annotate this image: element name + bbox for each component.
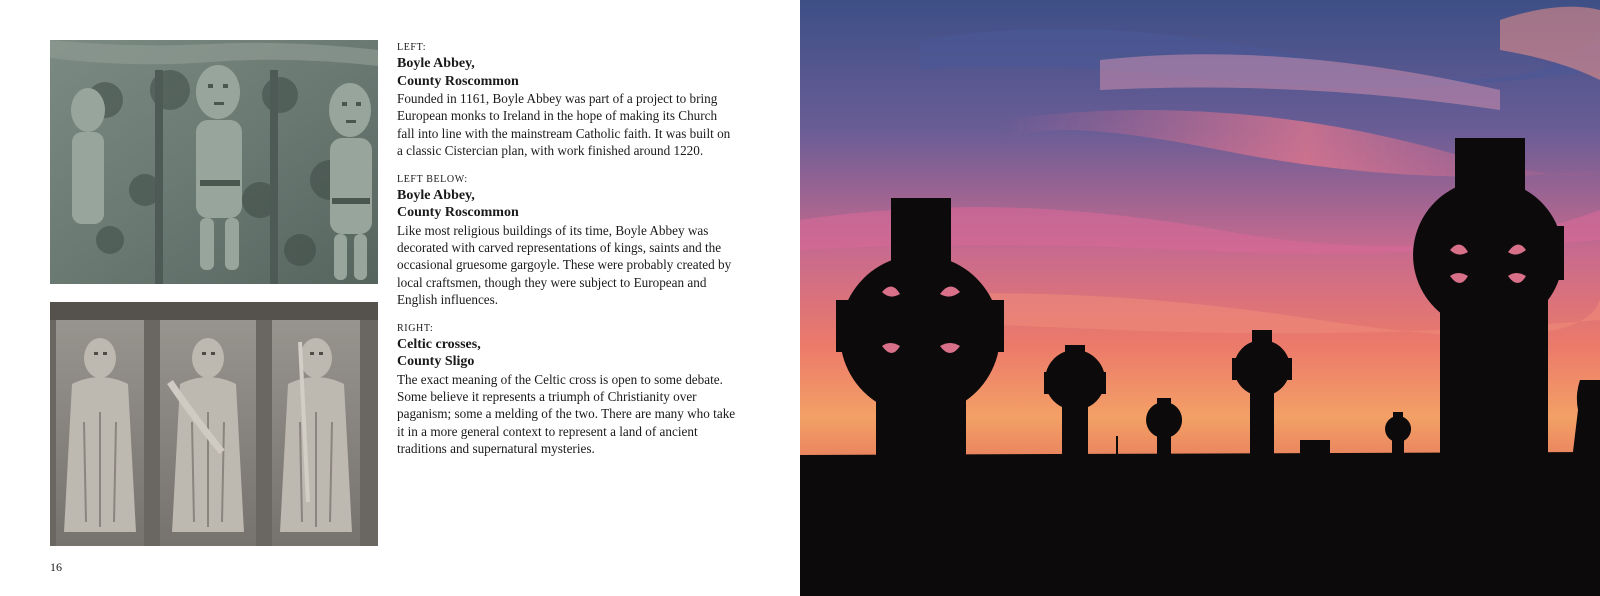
- boyle-abbey-saints-carving-photo: [50, 302, 378, 546]
- caption-left: [397, 41, 737, 160]
- caption-location: County Sligo: [397, 354, 475, 370]
- caption-position-label: RIGHT:: [397, 322, 434, 334]
- caption-right: [397, 322, 737, 458]
- caption-left-below: [397, 173, 737, 309]
- caption-body: The exact meaning of the Celtic cross is open to some debate. Some believe it represents a triumph of Christianity over paganism; some a melding of the two. There are many who take it in a more general context to represent a land of ancient traditions and supernatural mysteries.: [397, 371, 736, 457]
- caption-position-label: LEFT:: [397, 42, 427, 53]
- caption-body: Founded in 1161, Boyle Abbey was part of a project to bring European monks to Ireland in the hope of making its Church fall into line with the mainstream Catholic faith. It was built on a classic Cistercian plan, with work finished around 1220.: [397, 91, 731, 159]
- caption-body: Like most religious buildings of its time, Boyle Abbey was decorated with carved representations of kings, saints and the occasional gruesome gargoyle. These were probably created by local craftsmen, though they were subject to European and English influences.: [397, 222, 732, 308]
- caption-location: County Roscommon: [397, 205, 519, 221]
- caption-location: County Roscommon: [397, 73, 519, 89]
- caption-position-label: LEFT BELOW:: [397, 173, 468, 185]
- caption-title: Celtic crosses,: [397, 336, 481, 352]
- captions-column: [397, 41, 737, 471]
- boyle-abbey-capital-carving-photo: [50, 40, 378, 284]
- celtic-crosses-sunset-photo: [800, 0, 1600, 596]
- page-number: 16: [50, 560, 62, 574]
- caption-title: Boyle Abbey,: [397, 187, 475, 203]
- caption-title: Boyle Abbey,: [397, 56, 475, 71]
